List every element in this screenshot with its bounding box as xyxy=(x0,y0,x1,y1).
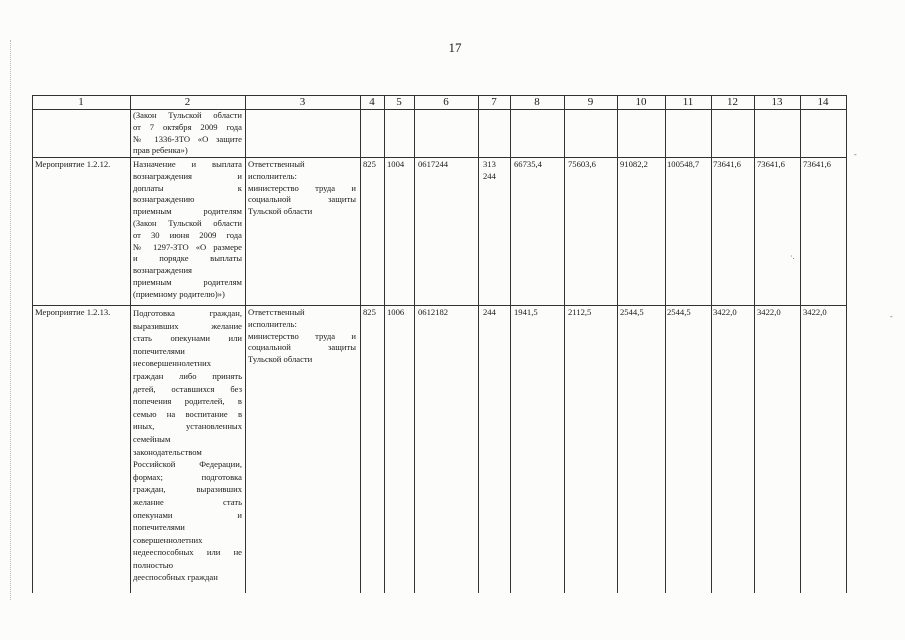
cell-value: 244 xyxy=(483,171,496,181)
grid-line xyxy=(564,95,565,593)
row-name: Мероприятие 1.2.12. xyxy=(35,159,111,169)
budget-table xyxy=(32,95,847,593)
text-line: полностью xyxy=(133,559,174,570)
text-line: формах; подготовка xyxy=(133,471,242,482)
grid-line xyxy=(414,95,415,593)
text-line: № 1297-ЗТО «О размере xyxy=(133,241,242,252)
text-line: стать опекунами или xyxy=(133,333,242,344)
text-line: попечителями xyxy=(133,522,185,533)
text-line: несовершеннолетних xyxy=(133,358,212,369)
text-line: Российской Федерации, xyxy=(133,459,242,470)
text-line: совершеннолетних xyxy=(133,534,203,545)
grid-line xyxy=(32,95,33,593)
row-description xyxy=(133,307,242,584)
grid-line xyxy=(617,95,618,593)
cell-value: 1006 xyxy=(387,307,405,317)
text-line: иных, установленных xyxy=(133,421,242,432)
text-line: социальной защиты xyxy=(248,342,356,353)
cell-value: 0617244 xyxy=(418,159,449,169)
cell-value: 91082,2 xyxy=(620,159,648,169)
grid-line xyxy=(384,95,385,593)
column-header-4: 4 xyxy=(369,96,375,108)
text-line: семью на воспитание в xyxy=(133,408,242,419)
text-line: (приемному родителю)») xyxy=(133,288,225,299)
text-line: прав ребенка») xyxy=(133,145,188,156)
text-line: дееспособных граждан xyxy=(133,572,218,583)
cell-value: 100548,7 xyxy=(667,159,700,169)
column-header-8: 8 xyxy=(534,96,540,108)
cell-value: 0612182 xyxy=(418,307,449,317)
text-line: исполнитель: xyxy=(248,170,297,181)
cell-value: 73641,6 xyxy=(713,159,741,169)
text-line: Ответственный xyxy=(248,159,305,169)
cell-value: 3422,0 xyxy=(757,307,781,317)
grid-line xyxy=(711,95,712,593)
cell-value: 244 xyxy=(483,307,496,317)
row-executor xyxy=(248,159,356,218)
column-header-2: 2 xyxy=(184,96,191,108)
cell-value: 1004 xyxy=(387,159,405,169)
column-header-3: 3 xyxy=(299,96,306,108)
text-line: попечения родителей, в xyxy=(133,396,242,407)
text-line: от 30 июня 2009 года xyxy=(133,229,242,240)
grid-line xyxy=(360,95,361,593)
column-header-6: 6 xyxy=(443,96,449,108)
cell-value: 2544,5 xyxy=(620,307,644,317)
row-description xyxy=(133,159,242,301)
page-number: 17 xyxy=(448,40,462,55)
text-line: семейным xyxy=(133,433,171,444)
cell-value: 73641,6 xyxy=(803,159,831,169)
grid-line xyxy=(800,95,801,593)
text-line: № 1336-ЗТО «О защите xyxy=(133,133,242,144)
text-line: социальной защиты xyxy=(248,194,356,205)
scan-speck: ·. xyxy=(790,252,795,261)
column-header-13: 13 xyxy=(771,96,783,108)
column-header-10: 10 xyxy=(635,96,647,108)
grid-line xyxy=(32,305,847,306)
text-line: (Закон Тульской области xyxy=(133,110,242,120)
cell-value: 2544,5 xyxy=(667,307,691,317)
text-line: желание стать xyxy=(133,496,242,507)
scan-speck: ‐ xyxy=(854,150,857,159)
text-line: вознаграждения xyxy=(133,265,193,276)
text-line: Ответственный xyxy=(248,307,305,317)
grid-line xyxy=(846,95,847,593)
scan-edge xyxy=(10,40,12,600)
text-line: министерство труда и xyxy=(248,330,356,341)
grid-line xyxy=(130,95,131,593)
text-line: граждан либо принять xyxy=(133,370,242,381)
text-line: Подготовка граждан, xyxy=(133,308,242,318)
text-line: вознаграждению xyxy=(133,194,195,205)
text-line: исполнитель: xyxy=(248,318,297,329)
text-line: от 7 октября 2009 года xyxy=(133,121,242,132)
grid-line xyxy=(510,95,511,593)
text-line: вознаграждения и xyxy=(133,170,242,181)
grid-line xyxy=(754,95,755,593)
cell-value: 3422,0 xyxy=(713,307,737,317)
cell-value: 2112,5 xyxy=(568,307,592,317)
text-line: приемным родителям xyxy=(133,276,242,287)
text-line: Назначение и выплата xyxy=(133,159,242,169)
continuation-description xyxy=(133,110,242,157)
cell-value: 1941,5 xyxy=(514,307,538,317)
text-line: законодательством xyxy=(133,446,202,457)
row-executor xyxy=(248,307,356,366)
grid-line xyxy=(665,95,666,593)
column-header-14: 14 xyxy=(817,96,829,108)
text-line: доплаты к xyxy=(133,182,242,193)
text-line: опекунами и xyxy=(133,509,242,520)
scan-speck: ‐ xyxy=(890,312,893,321)
column-header-11: 11 xyxy=(682,96,694,108)
text-line: граждан, выразивших xyxy=(133,484,242,495)
column-header-5: 5 xyxy=(396,96,402,108)
cell-value: 75603,6 xyxy=(568,159,596,169)
cell-value: 825 xyxy=(363,159,376,169)
grid-line xyxy=(245,95,246,593)
cell-value: 73641,6 xyxy=(757,159,785,169)
text-line: недееспособных или не xyxy=(133,547,242,558)
text-line: выразивших желание xyxy=(133,320,242,331)
grid-line xyxy=(478,95,479,593)
text-line: Тульской области xyxy=(248,354,313,365)
text-line: министерство труда и xyxy=(248,182,356,193)
text-line: и порядке выплаты xyxy=(133,253,242,264)
column-header-1: 1 xyxy=(78,96,84,108)
cell-value: 66735,4 xyxy=(514,159,542,169)
text-line: попечителями xyxy=(133,345,185,356)
column-header-12: 12 xyxy=(727,96,738,108)
column-header-7: 7 xyxy=(491,96,497,108)
cell-value: 3422,0 xyxy=(803,307,827,317)
text-line: приемным родителям xyxy=(133,206,242,217)
row-name: Мероприятие 1.2.13. xyxy=(35,307,111,317)
cell-value: 313 xyxy=(483,159,496,169)
text-line: детей, оставшихся без xyxy=(133,383,242,394)
column-header-9: 9 xyxy=(587,96,594,108)
text-line: (Закон Тульской области xyxy=(133,217,242,228)
text-line: Тульской области xyxy=(248,206,313,217)
cell-value: 825 xyxy=(363,307,376,317)
